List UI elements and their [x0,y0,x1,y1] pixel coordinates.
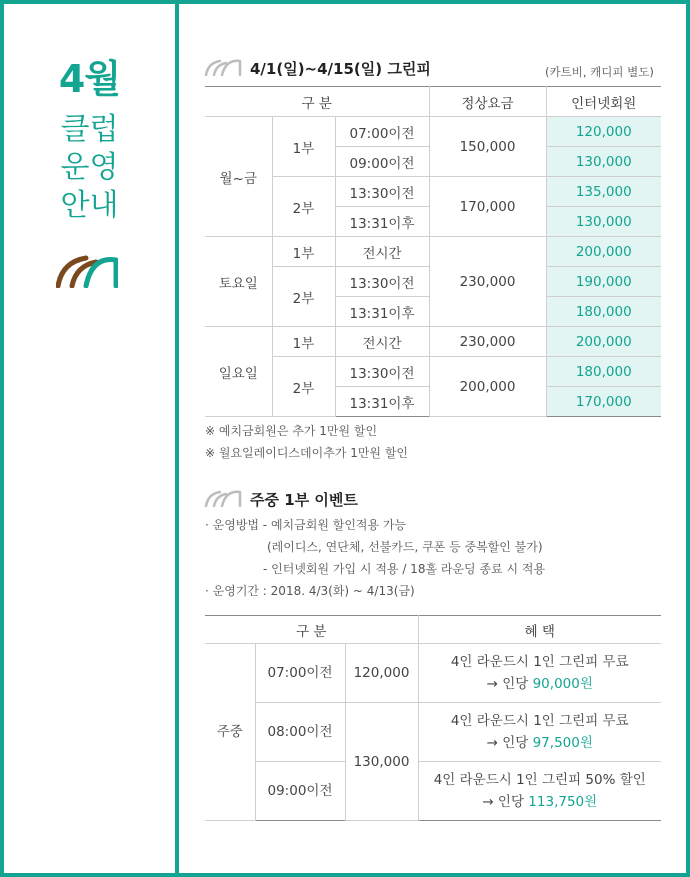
table-row [205,357,661,387]
member-price-cell: 120,000 [546,117,661,147]
greenfee-notes [205,420,408,464]
time-cell: 13:31이후 [335,387,429,417]
event-table [205,615,661,821]
benefit-text: 4인 라운드시 1인 그린피 무료 [450,713,629,729]
member-price-cell: 180,000 [546,357,661,387]
section-title-icon [204,58,242,76]
time-cell: 13:30이전 [335,177,429,207]
header-benefit: 혜 택 [418,616,661,644]
benefit-cell [418,644,661,703]
part-cell: 1부 [272,237,335,267]
time-cell: 전시간 [335,237,429,267]
side-line-guide: 안내 [60,188,119,223]
table-row [205,327,661,357]
price-cell: 130,000 [345,703,418,821]
greenfee-title: 4/1(일)~4/15(일) 그린피 [250,60,431,78]
per-person-label: → 인당 [486,676,533,692]
time-cell: 07:00이전 [335,117,429,147]
normal-price-cell: 170,000 [429,177,546,237]
price-cell: 120,000 [345,644,418,703]
event-title: 주중 1부 이벤트 [250,491,358,509]
header-category: 구 분 [205,616,418,644]
event-exclusions: (레이디스, 연단체, 선불카드, 쿠폰 등 중복할인 불가) [267,540,543,554]
table-header-row [205,616,661,644]
time-cell: 09:00이전 [335,147,429,177]
part-cell: 2부 [272,357,335,417]
time-cell: 08:00이전 [255,703,345,762]
part-cell: 2부 [272,177,335,237]
table-row [205,644,661,703]
member-price-cell: 200,000 [546,327,661,357]
part-cell: 1부 [272,117,335,177]
time-cell: 07:00이전 [255,644,345,703]
normal-price-cell: 150,000 [429,117,546,177]
time-cell: 09:00이전 [255,762,345,821]
benefit-text: 4인 라운드시 1인 그린피 무료 [450,654,629,670]
day-cell: 월~금 [205,117,272,237]
member-price-cell: 180,000 [546,297,661,327]
member-price-cell: 200,000 [546,237,661,267]
time-cell: 13:31이후 [335,297,429,327]
normal-price-cell: 200,000 [429,357,546,417]
part-cell: 1부 [272,327,335,357]
event-method: · 운영방법 - 예치금회원 할인적용 가능 [205,518,407,532]
per-person-price: 90,000원 [532,676,593,692]
table-header-row [205,87,661,117]
event-conditions: - 인터넷회원 가입 시 적용 / 18홀 라운딩 종료 시 적용 [263,562,546,576]
day-cell: 주중 [205,644,255,821]
greenfee-note: (카트비, 캐디피 별도) [545,65,654,79]
event-period: · 운영기간 : 2018. 4/3(화) ~ 4/13(금) [205,584,415,598]
note-line: ※ 예치금회원은 추가 1만원 할인 [205,424,378,438]
time-cell: 13:30이전 [335,357,429,387]
table-row [205,237,661,267]
member-price-cell: 190,000 [546,267,661,297]
per-person-label: → 인당 [486,735,533,751]
time-cell: 13:30이전 [335,267,429,297]
header-category: 구 분 [205,87,429,117]
side-line-club: 클럽 [60,112,119,147]
frame-divider [175,0,179,877]
day-cell: 토요일 [205,237,272,327]
time-cell: 전시간 [335,327,429,357]
per-person-price: 97,500원 [532,735,593,751]
benefit-cell [418,703,661,762]
header-member-price: 인터넷회원 [546,87,661,117]
part-cell: 2부 [272,267,335,327]
per-person-label: → 인당 [482,794,529,810]
golf-course-logo-icon [56,252,118,288]
member-price-cell: 170,000 [546,387,661,417]
section-title-icon [204,489,242,507]
per-person-price: 113,750원 [528,794,598,810]
side-month: 4월 [58,57,121,101]
side-line-operation: 운영 [60,150,119,185]
header-normal-price: 정상요금 [429,87,546,117]
table-row [205,177,661,207]
time-cell: 13:31이후 [335,207,429,237]
normal-price-cell: 230,000 [429,327,546,357]
member-price-cell: 135,000 [546,177,661,207]
member-price-cell: 130,000 [546,147,661,177]
benefit-cell [418,762,661,821]
benefit-text: 4인 라운드시 1인 그린피 50% 할인 [433,772,646,788]
greenfee-table [205,86,661,417]
event-details [205,514,545,602]
table-row [205,762,661,821]
day-cell: 일요일 [205,327,272,417]
table-row [205,117,661,147]
normal-price-cell: 230,000 [429,237,546,327]
table-row [205,703,661,762]
member-price-cell: 130,000 [546,207,661,237]
note-line: ※ 월요일레이디스데이추가 1만원 할인 [205,446,409,460]
